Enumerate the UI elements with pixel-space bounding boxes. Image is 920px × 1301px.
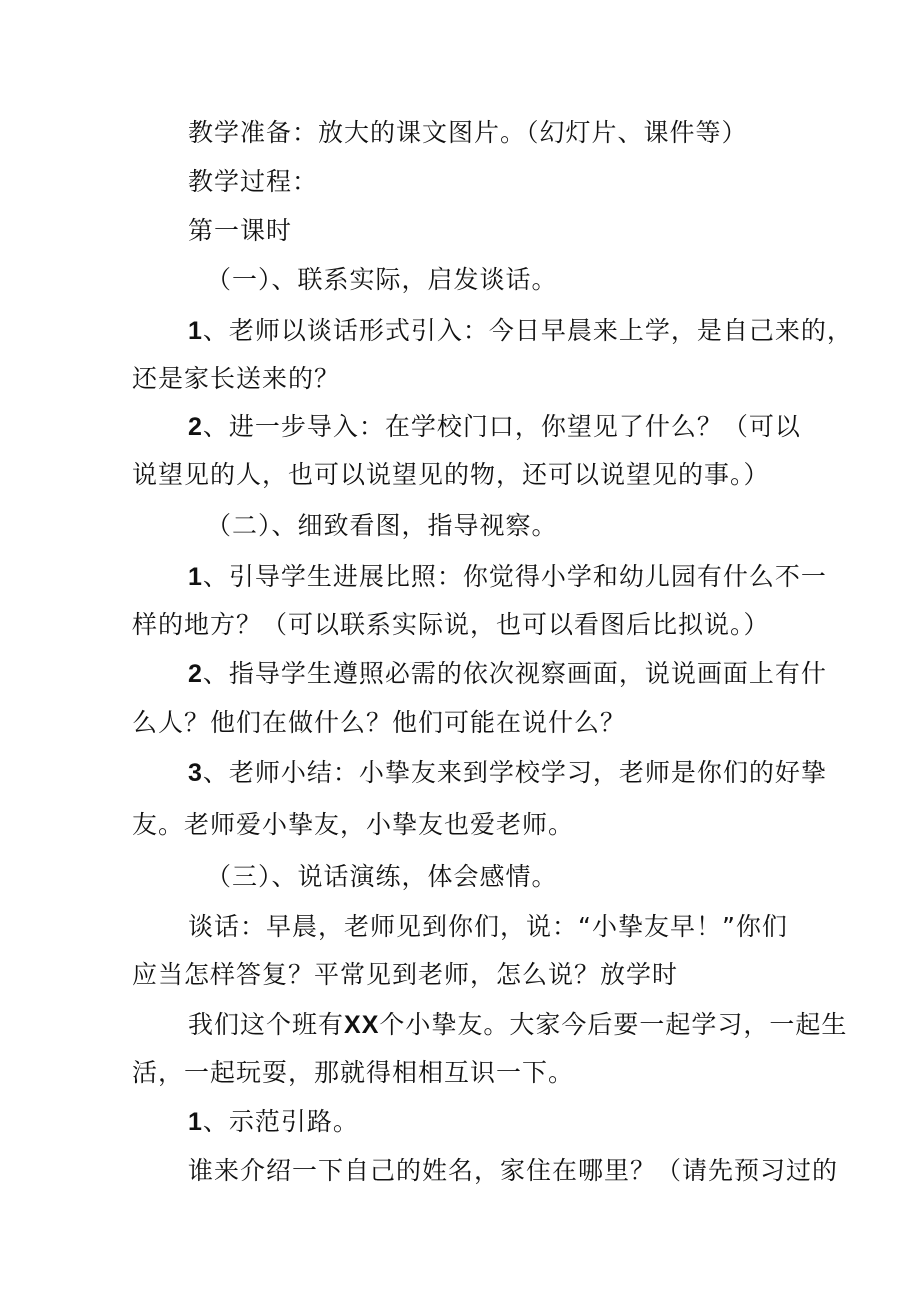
item-number: 3 xyxy=(188,759,203,787)
paragraph-dialogue xyxy=(188,912,788,942)
section-heading-1 xyxy=(206,265,558,295)
list-item-1-1 xyxy=(188,316,853,346)
text: 还是家长送来的？ xyxy=(132,364,341,393)
list-item-1-1-cont xyxy=(132,364,340,394)
item-number: 2 xyxy=(188,413,203,441)
list-item-1-2 xyxy=(188,412,801,442)
list-item-1-2-cont xyxy=(132,460,770,490)
text: 活，一起玩耍，那就得相相互识一下。 xyxy=(132,1058,575,1087)
text: 样的地方？（可以联系实际说，也可以看图后比拟说。） xyxy=(132,610,770,639)
text: 谁来介绍一下自己的姓名，家住在哪里？（请先预习过的 xyxy=(188,1156,839,1185)
section-heading-2 xyxy=(206,511,558,541)
paragraph-class-intro-cont xyxy=(132,1058,574,1088)
text: 应当怎样答复？平常见到老师，怎么说？放学时 xyxy=(132,960,679,989)
paragraph-first-lesson xyxy=(188,216,292,246)
paragraph-teaching-preparation xyxy=(188,118,748,148)
list-item-2-1 xyxy=(188,562,827,592)
paragraph-self-intro xyxy=(188,1156,838,1186)
text: 、进一步导入：在学校门口，你望见了什么？（可以 xyxy=(202,412,801,441)
item-number: 1 xyxy=(188,1108,203,1136)
text: 教学过程： xyxy=(188,167,319,196)
item-number: 2 xyxy=(188,660,203,688)
item-number: 1 xyxy=(188,563,203,591)
text: 我们这个班有 xyxy=(188,1010,345,1039)
list-item-3-1 xyxy=(188,1107,359,1137)
text: 、引导学生进展比照：你觉得小学和幼儿园有什么不一 xyxy=(202,562,827,591)
class-size-placeholder: XX xyxy=(344,1011,380,1039)
list-item-2-1-cont xyxy=(132,610,770,640)
text: 说望见的人，也可以说望见的物，还可以说望见的事。） xyxy=(132,460,770,489)
text: 、老师以谈话形式引入：今日早晨来上学，是自己来的， xyxy=(202,316,853,345)
text: 个小挚友。大家今后要一起学习，一起生 xyxy=(379,1010,848,1039)
text: （一）、联系实际，启发谈话。 xyxy=(206,265,558,294)
list-item-2-2-cont xyxy=(132,708,626,738)
text: 、老师小结：小挚友来到学校学习，老师是你们的好挚 xyxy=(202,758,827,787)
text: 教学准备：放大的课文图片。（幻灯片、课件等） xyxy=(188,118,748,147)
text: 谈话：早晨，老师见到你们，说：“小挚友早！”你们 xyxy=(188,912,788,941)
paragraph-dialogue-cont xyxy=(132,960,678,990)
list-item-2-3 xyxy=(188,758,827,788)
text: 、示范引路。 xyxy=(202,1107,359,1136)
paragraph-teaching-process xyxy=(188,167,318,197)
text: 、指导学生遵照必需的依次视察画面，说说画面上有什 xyxy=(202,659,827,688)
list-item-2-2 xyxy=(188,659,827,689)
text: 第一课时 xyxy=(188,216,293,245)
paragraph-class-intro xyxy=(188,1010,847,1040)
section-heading-3 xyxy=(206,862,558,892)
item-number: 1 xyxy=(188,317,203,345)
text: （二）、细致看图，指导视察。 xyxy=(206,511,558,540)
text: 么人？他们在做什么？他们可能在说什么？ xyxy=(132,708,627,737)
text: （三）、说话演练，体会感情。 xyxy=(206,862,558,891)
text: 友。老师爱小挚友，小挚友也爱老师。 xyxy=(132,810,575,839)
list-item-2-3-cont xyxy=(132,810,574,840)
